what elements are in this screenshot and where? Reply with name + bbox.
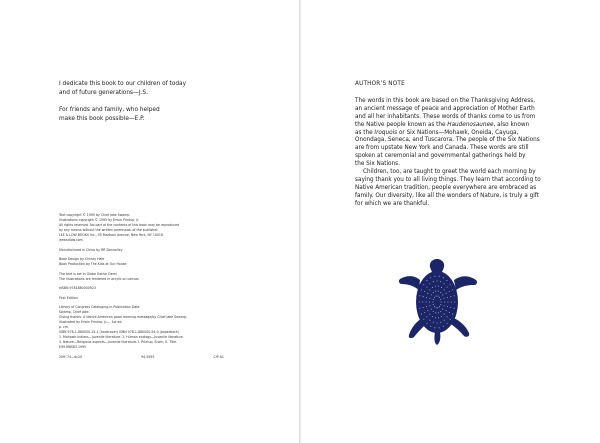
shell-dot (426, 316, 427, 317)
shell-dot (424, 312, 425, 313)
shell-dot (423, 296, 424, 297)
shell-dot (422, 301, 423, 302)
shell-dot (419, 301, 420, 302)
shell-dot (452, 289, 453, 290)
copyright-line: illustrated by Erwin Printup, Jr.— 1st ed. (59, 320, 123, 324)
note-line: saying thank you to all living things. They learn that according to (355, 176, 541, 183)
copyright-line: ISBN 978-1-880000-15-1 (hardcover) ISBN 978-1-880000-54-0 (paperback) (59, 330, 179, 334)
shell-dot (433, 281, 434, 282)
shell-dot (441, 301, 442, 302)
shell-dot (435, 317, 436, 318)
shell-dot (443, 298, 444, 299)
shell-dot (435, 312, 436, 313)
shell-dot (446, 323, 447, 324)
shell-dot (443, 277, 444, 278)
shell-dot (429, 289, 430, 290)
shell-dot (432, 316, 433, 317)
shell-dot (436, 322, 437, 323)
copyright-line: eISBN 9781880000923 (59, 286, 96, 290)
shell-dot (450, 319, 451, 320)
turtle-leg-back-right (451, 318, 469, 337)
copyright-line: Book Design by Christy Hale (59, 257, 105, 261)
shell-dot (447, 301, 448, 302)
shell-dot (439, 306, 440, 307)
shell-dot (440, 292, 441, 293)
shell-dot (450, 307, 451, 308)
shell-dot (436, 296, 437, 297)
print-line-item: CIP AC (213, 354, 224, 359)
copyright-line: Library of Congress Cataloging-in-Publication Data (59, 305, 140, 309)
shell-dot (452, 314, 453, 315)
shell-dot (426, 323, 427, 324)
shell-dot (446, 293, 447, 294)
dedication-line: I dedicate this book to our children of today (59, 81, 187, 87)
shell-dot (447, 306, 448, 307)
shell-dot (421, 289, 422, 290)
cataloging-print-line (59, 355, 224, 360)
dedication-line: make this book possible—E.P. (59, 116, 145, 122)
shell-dot (454, 308, 455, 309)
copyright-line: 3. Nature—Religious aspects—Juvenile literature. I. Printup, Erwin, II. Title. (59, 340, 178, 344)
shell-dot (449, 312, 450, 313)
shell-dot (421, 314, 422, 315)
copyright-block (59, 213, 289, 243)
shell-dot (433, 299, 434, 300)
shell-dot (442, 309, 443, 310)
shell-dot (454, 301, 455, 302)
shell-dot (429, 301, 430, 302)
shell-dot (426, 280, 427, 281)
shell-dot (447, 316, 448, 317)
shell-dot (450, 296, 451, 297)
turtle-leg-front-left (399, 276, 420, 290)
shell-dot (438, 317, 439, 318)
shell-dot (450, 284, 451, 285)
note-line: the Native people known as the Haudenosaunee, also known (355, 121, 530, 128)
note-line: Onondaga, Seneca, and Tuscarora. The people of the Six Nations (355, 137, 540, 144)
copyright-page (59, 213, 289, 360)
shell-dot (435, 291, 436, 292)
note-line: and all her inhabitants. These words of thanks come to us from (355, 113, 536, 120)
shell-dot (440, 281, 441, 282)
shell-dot (434, 306, 435, 307)
shell-dot (426, 297, 427, 298)
shell-dot (444, 320, 445, 321)
shell-dot (438, 286, 439, 287)
copyright-block (59, 286, 289, 291)
shell-dot (444, 289, 445, 290)
note-line: the Six Nations. (355, 161, 400, 168)
copyright-line: All rights reserved. No part of the contents of this book may be reproduced (59, 223, 180, 227)
left-page (0, 0, 299, 443)
dedication-line: and of future generations—J.S. (59, 90, 148, 96)
shell-dot (439, 327, 440, 328)
copyright-line: Swamp, Chief Jake. (59, 310, 90, 314)
shell-dot (433, 292, 434, 293)
shell-dot (444, 283, 445, 284)
dedication (59, 80, 279, 132)
note-line: Children, too, are taught to greet the world each morning by (363, 169, 536, 176)
shell-dot (426, 306, 427, 307)
note-paragraph (355, 98, 585, 169)
dedication-authors (59, 80, 279, 98)
shell-dot (430, 277, 431, 278)
note-line: family. Our diversity, like all the wonders of Nature, is truly a gift (355, 192, 539, 199)
shell-dot (441, 316, 442, 317)
shell-dot (440, 299, 441, 300)
shell-dot (427, 293, 428, 294)
shell-dot (426, 301, 427, 302)
shell-dot (443, 326, 444, 327)
note-line: Native American tradition, people everywhere are embraced as (355, 184, 537, 191)
note-line: spoken at ceremonial and governmental gatherings held by (355, 153, 526, 160)
note-line: are from upstate New York and Canada. These words are still (355, 145, 529, 152)
shell-dot (423, 319, 424, 320)
shell-dot (441, 287, 442, 288)
shell-dot (431, 309, 432, 310)
copyright-line: Manufactured in China by RR Donnelley (59, 247, 123, 252)
copyright-line: Illustrations copyright © 1995 by Erwin Printup, Jr. (59, 218, 140, 222)
shell-dot (434, 297, 435, 298)
shell-dot (426, 287, 427, 288)
authors-note-body (355, 98, 585, 209)
copyright-line: leeandlow.com (59, 238, 83, 242)
copyright-line: Text copyright © 1995 by Chief Jake Swamp (59, 213, 130, 217)
shell-dot (438, 291, 439, 292)
note-line: as the Iroquois or Six Nations—Mohawk, Oneida, Cayuga, (355, 129, 519, 136)
shell-dot (429, 314, 430, 315)
shell-dot (435, 286, 436, 287)
turtle-tail (434, 332, 440, 345)
copyright-line: Book Production by The Kids at Our House (59, 262, 127, 266)
shell-dot (429, 283, 430, 284)
note-line: an ancient message of peace and appreciation of Mother Earth (355, 105, 535, 112)
copyright-line: by any means without the written permission of the publisher. (59, 228, 159, 232)
shell-dot (429, 305, 430, 306)
copyright-line: LEE & LOW BOOKS Inc., 95 Madison Avenue, New York, NY 10016 (59, 233, 163, 237)
copyright-line: The text is set in Globe Gothic Demi (59, 271, 117, 276)
shell-dot (432, 287, 433, 288)
shell-dot (434, 276, 435, 277)
copyright-block (59, 272, 289, 282)
copyright-block (59, 296, 289, 301)
dedication-line: For friends and family, who helped (59, 107, 160, 113)
copyright-line: Giving thanks: A Native American good morning message/by Chief Jake Swamp; (59, 315, 187, 319)
copyright-block (59, 248, 289, 253)
print-line-item: 94-5955 (141, 354, 155, 359)
note-line: The words in this book are based on the Thanksgiving Address, (355, 97, 536, 104)
turtle-icon (396, 258, 480, 346)
shell-dot (424, 291, 425, 292)
copyright-block (59, 305, 289, 350)
copyright-line: The illustrations are rendered in acrylic on canvas (59, 276, 139, 281)
shell-dot (447, 287, 448, 288)
copyright-line: First Edition (59, 295, 78, 300)
copyright-line: E99.M8S83 1995 (59, 345, 87, 349)
shell-dot (446, 310, 447, 311)
shell-dot (437, 296, 438, 297)
note-line: for which we are thankful. (355, 200, 430, 207)
copyright-line: p. cm. (59, 325, 69, 329)
shell-dot (423, 284, 424, 285)
shell-dot (454, 295, 455, 296)
shell-dot (440, 322, 441, 323)
shell-dot (423, 307, 424, 308)
shell-dot (440, 311, 441, 312)
copyright-line: 1. Mohawk Indians—Juvenile literature. 2. Human ecology—Juvenile literature. (59, 335, 184, 339)
note-paragraph (355, 169, 585, 209)
shell-dot (438, 312, 439, 313)
shell-dot (447, 297, 448, 298)
shell-dot (427, 310, 428, 311)
shell-dot (442, 294, 443, 295)
shell-dot (433, 311, 434, 312)
shell-dot (443, 305, 444, 306)
right-page (301, 0, 600, 443)
shell-dot (446, 280, 447, 281)
shell-dot (436, 280, 437, 281)
turtle-illustration (399, 259, 477, 345)
shell-dot (451, 301, 452, 302)
dedication-illustrator (59, 106, 279, 124)
copyright-block (59, 257, 289, 267)
shell-dot (429, 320, 430, 321)
shell-dot (440, 304, 441, 305)
turtle-leg-front-right (454, 276, 477, 290)
shell-dot (439, 276, 440, 277)
shell-dot (419, 295, 420, 296)
authors-note (355, 81, 585, 209)
shell-dot (429, 298, 430, 299)
shell-dot (433, 322, 434, 323)
shell-dot (433, 304, 434, 305)
print-line-item: 299'.74—dc20 (59, 354, 83, 359)
shell-dot (444, 314, 445, 315)
shell-dot (432, 301, 433, 302)
shell-dot (449, 291, 450, 292)
shell-dot (431, 294, 432, 295)
shell-dot (430, 326, 431, 327)
shell-dot (444, 301, 445, 302)
shell-dot (419, 308, 420, 309)
shell-dot (439, 297, 440, 298)
shell-dot (436, 307, 437, 308)
authors-note-title: AUTHOR’S NOTE (355, 81, 405, 87)
shell-dot (437, 307, 438, 308)
shell-dot (434, 327, 435, 328)
